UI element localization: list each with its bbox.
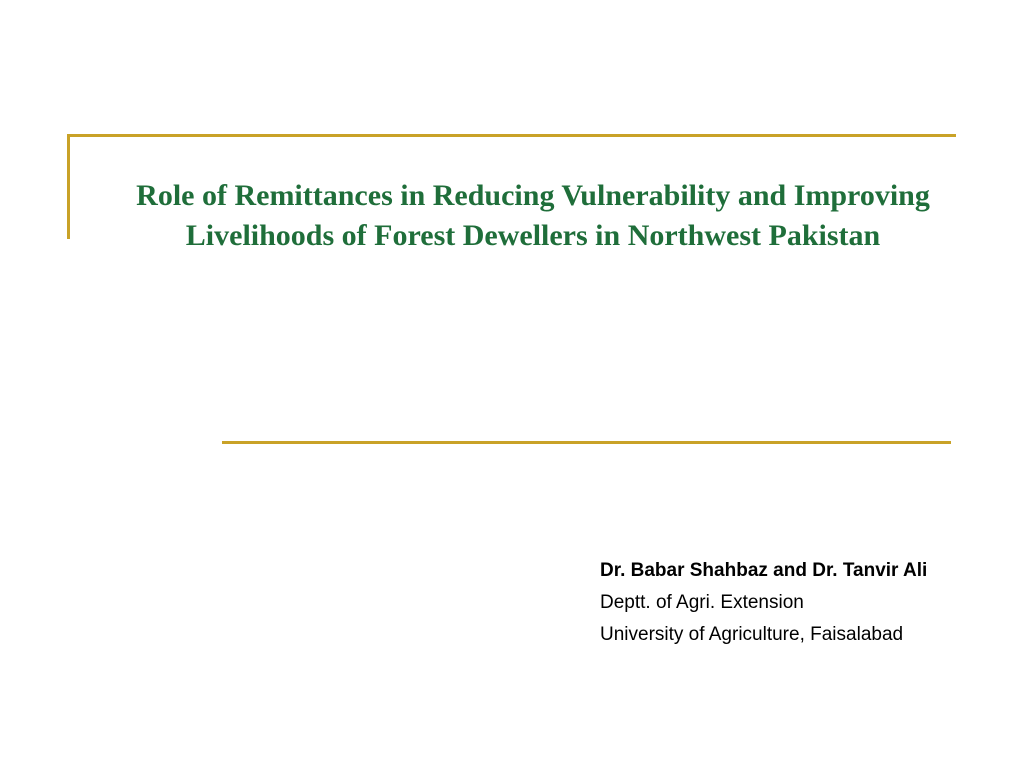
title-line-1: Role of Remittances in Reducing Vulnerability and Improving [136,179,930,212]
author-block [600,555,1010,651]
title-line-2: Livelihoods of Forest Dewellers in Northwest Pakistan [185,219,881,252]
top-divider-line [67,134,956,137]
slide-title [70,176,996,256]
institution: University of Agriculture, Faisalabad [600,624,904,645]
author-names: Dr. Babar Shahbaz and Dr. Tanvir Ali [600,560,928,581]
department: Deptt. of Agri. Extension [600,592,804,613]
bottom-divider-line [222,441,951,444]
